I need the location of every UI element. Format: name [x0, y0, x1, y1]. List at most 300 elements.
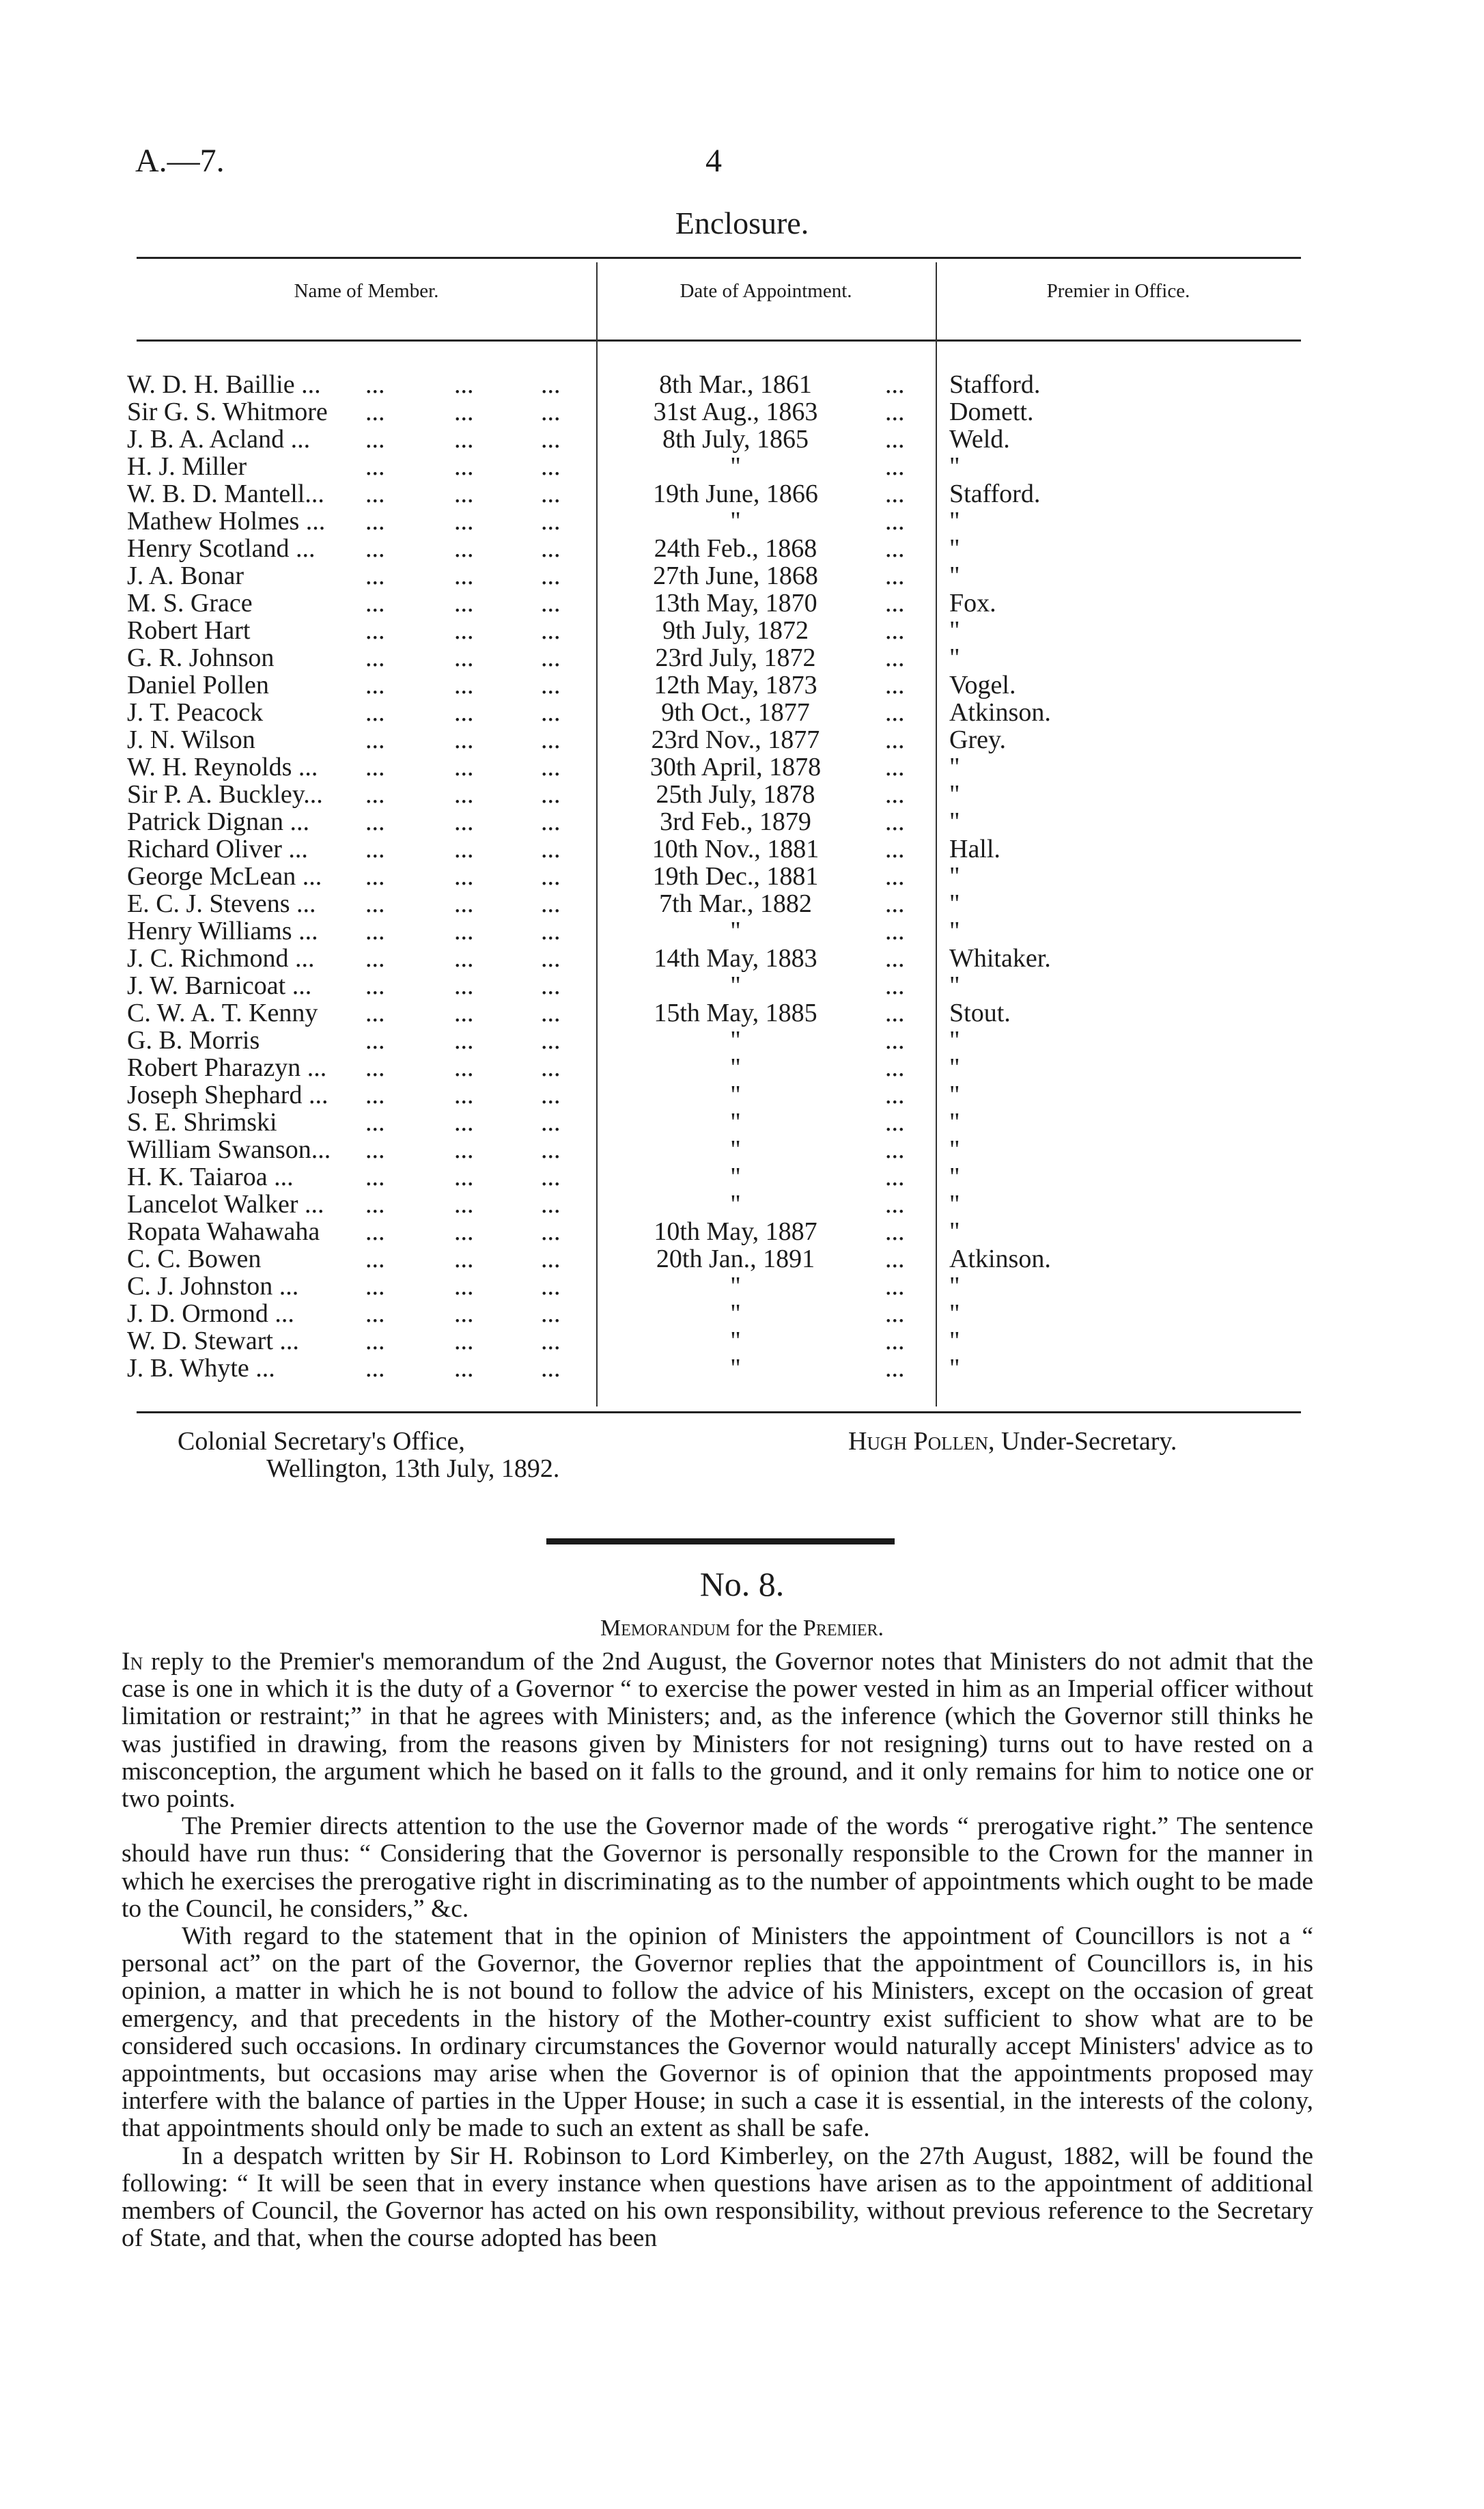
leader-dots: ...	[885, 944, 905, 973]
leader-dots: ...	[541, 1190, 561, 1219]
leader-dots: ...	[454, 507, 474, 536]
premier-in-office: "	[949, 562, 960, 590]
appointment-date: 23rd Nov., 1877	[651, 725, 820, 754]
column-header-name: Name of Member.	[294, 280, 439, 302]
leader-dots: ...	[454, 616, 474, 645]
appointment-date: "	[730, 1108, 741, 1137]
leader-dots: ...	[541, 562, 561, 590]
memo-paragraph-2: The Premier directs attention to the use the Governor made of the words “ prerogative right.” The sentence should have run thus: “ Considering that the Governor is personally responsible to the Crown for the manner in which he exercises the prerogative right in discriminating as to the number of appointments which ought to be made to the Council, he considers,” &c.	[122, 1812, 1313, 1923]
appointment-date: 9th Oct., 1877	[661, 698, 810, 727]
table-row	[0, 644, 1484, 671]
appointment-date: 19th June, 1866	[653, 480, 818, 508]
leader-dots: ...	[541, 616, 561, 645]
leader-dots: ...	[365, 643, 385, 672]
table-row	[0, 999, 1484, 1027]
appointment-date: 8th July, 1865	[662, 425, 809, 454]
leader-dots: ...	[885, 1272, 905, 1301]
leader-dots: ...	[541, 1108, 561, 1137]
leader-dots: ...	[541, 425, 561, 454]
paragraph-text: reply to the Premier's memorandum of the 2nd August, the Governor notes that Ministers do not admit that the case is one in which it is the duty of a Governor “ to exercise the power vested in him as an Imperial officer without limitation or restraint;” in that he agrees with Ministers; and, as the inference (which the Governor still thinks he was justified in drawing, from the reasons given by Ministers for not resigning) turns out to have rested on a misconception, the argument which he based on it falls to the ground, and it only remains for him to notice one or two points.	[122, 1648, 1313, 1814]
table-row	[0, 781, 1484, 808]
table-row	[0, 917, 1484, 945]
leader-dots: ...	[454, 671, 474, 699]
office-line-1: Colonial Secretary's Office,	[178, 1427, 465, 1456]
premier-in-office: "	[949, 1135, 960, 1164]
leader-dots: ...	[454, 1163, 474, 1191]
appointment-date: 9th July, 1872	[662, 616, 809, 645]
leader-dots: ...	[454, 425, 474, 454]
member-name: S. E. Shrimski	[127, 1108, 277, 1137]
leader-dots: ...	[885, 616, 905, 645]
leader-dots: ...	[454, 1135, 474, 1164]
leader-dots: ...	[541, 480, 561, 508]
memo-title-word: for the	[730, 1616, 803, 1641]
table-row	[0, 699, 1484, 726]
leader-dots: ...	[365, 480, 385, 508]
table-row	[0, 1300, 1484, 1327]
premier-in-office: Weld.	[949, 425, 1010, 454]
leader-dots: ...	[365, 1354, 385, 1383]
leader-dots: ...	[454, 1327, 474, 1355]
premier-in-office: "	[949, 616, 960, 645]
member-name: William Swanson...	[127, 1135, 331, 1164]
member-name: C. J. Johnston ...	[127, 1272, 299, 1301]
appointment-date: "	[730, 1026, 741, 1055]
table-row	[0, 1054, 1484, 1081]
leader-dots: ...	[541, 725, 561, 754]
member-name: W. D. Stewart ...	[127, 1327, 299, 1355]
leader-dots: ...	[541, 1026, 561, 1055]
premier-in-office: Stout.	[949, 999, 1011, 1027]
page-number: 4	[705, 143, 722, 179]
leader-dots: ...	[365, 425, 385, 454]
column-header-date: Date of Appointment.	[680, 280, 852, 302]
premier-in-office: Domett.	[949, 398, 1034, 426]
member-name: J. N. Wilson	[127, 725, 255, 754]
member-name: G. B. Morris	[127, 1026, 260, 1055]
appointment-date: "	[730, 1272, 741, 1301]
leader-dots: ...	[365, 1026, 385, 1055]
member-name: H. K. Taiaroa ...	[127, 1163, 294, 1191]
leader-dots: ...	[541, 1245, 561, 1273]
premier-in-office: Whitaker.	[949, 944, 1051, 973]
leader-dots: ...	[885, 452, 905, 481]
appointment-date: "	[730, 1354, 741, 1383]
leader-dots: ...	[541, 807, 561, 836]
appointment-date: "	[730, 507, 741, 536]
leader-dots: ...	[541, 753, 561, 781]
table-row	[0, 890, 1484, 917]
leader-dots: ...	[454, 698, 474, 727]
memo-paragraph-1	[122, 1648, 1313, 1813]
leader-dots: ...	[541, 1299, 561, 1328]
member-name: Henry Scotland ...	[127, 534, 316, 563]
leader-dots: ...	[365, 835, 385, 863]
leader-dots: ...	[885, 862, 905, 891]
premier-in-office: Grey.	[949, 725, 1006, 754]
paragraph-lead: In	[122, 1648, 143, 1676]
table-row	[0, 508, 1484, 535]
member-name: W. H. Reynolds ...	[127, 753, 318, 781]
signature-title: , Under-Secretary.	[988, 1427, 1177, 1456]
leader-dots: ...	[885, 534, 905, 563]
table-row	[0, 590, 1484, 617]
leader-dots: ...	[365, 534, 385, 563]
leader-dots: ...	[365, 398, 385, 426]
leader-dots: ...	[541, 971, 561, 1000]
appointment-date: "	[730, 917, 741, 945]
leader-dots: ...	[541, 835, 561, 863]
table-row	[0, 1081, 1484, 1109]
leader-dots: ...	[365, 452, 385, 481]
table-row	[0, 1163, 1484, 1191]
premier-in-office: Fox.	[949, 589, 996, 618]
member-name: C. W. A. T. Kenny	[127, 999, 318, 1027]
table-row	[0, 480, 1484, 508]
office-line-2: Wellington, 13th July, 1892.	[266, 1454, 560, 1483]
member-name: Sir G. S. Whitmore	[127, 398, 328, 426]
leader-dots: ...	[885, 589, 905, 618]
leader-dots: ...	[454, 780, 474, 809]
appointment-date: 13th May, 1870	[654, 589, 817, 618]
leader-dots: ...	[885, 671, 905, 699]
member-name: J. T. Peacock	[127, 698, 264, 727]
memo-title-word: Premier.	[802, 1616, 884, 1641]
member-name: Henry Williams ...	[127, 917, 318, 945]
leader-dots: ...	[454, 562, 474, 590]
member-name: Sir P. A. Buckley...	[127, 780, 323, 809]
appointment-date: 10th May, 1887	[654, 1217, 817, 1246]
premier-in-office: Atkinson.	[949, 1245, 1051, 1273]
memo-title-word: Memorandum	[600, 1616, 731, 1641]
leader-dots: ...	[365, 971, 385, 1000]
leader-dots: ...	[885, 1245, 905, 1273]
premier-in-office: Stafford.	[949, 480, 1041, 508]
table-row	[0, 1191, 1484, 1218]
member-name: J. B. Whyte ...	[127, 1354, 275, 1383]
leader-dots: ...	[454, 1354, 474, 1383]
memo-body	[122, 1648, 1313, 2252]
table-row	[0, 1245, 1484, 1273]
appointment-date: 24th Feb., 1868	[654, 534, 817, 563]
leader-dots: ...	[365, 1327, 385, 1355]
leader-dots: ...	[454, 725, 474, 754]
premier-in-office: Stafford.	[949, 370, 1041, 399]
leader-dots: ...	[454, 1190, 474, 1219]
leader-dots: ...	[454, 1217, 474, 1246]
premier-in-office: "	[949, 1299, 960, 1328]
leader-dots: ...	[365, 753, 385, 781]
appointment-date: "	[730, 1299, 741, 1328]
premier-in-office: "	[949, 1217, 960, 1246]
member-name: E. C. J. Stevens ...	[127, 889, 316, 918]
member-name: Daniel Pollen	[127, 671, 269, 699]
leader-dots: ...	[885, 917, 905, 945]
member-name: Ropata Wahawaha	[127, 1217, 320, 1246]
member-name: J. D. Ormond ...	[127, 1299, 294, 1328]
table-row	[0, 945, 1484, 972]
leader-dots: ...	[365, 1163, 385, 1191]
leader-dots: ...	[365, 862, 385, 891]
leader-dots: ...	[365, 1299, 385, 1328]
appointment-date: 20th Jan., 1891	[656, 1245, 815, 1273]
appointment-date: "	[730, 1135, 741, 1164]
premier-in-office: "	[949, 1272, 960, 1301]
leader-dots: ...	[885, 698, 905, 727]
leader-dots: ...	[365, 671, 385, 699]
appointment-date: 12th May, 1873	[654, 671, 817, 699]
member-table-body	[0, 371, 1484, 1382]
leader-dots: ...	[541, 1327, 561, 1355]
table-row	[0, 1136, 1484, 1163]
premier-in-office: "	[949, 889, 960, 918]
member-name: J. W. Barnicoat ...	[127, 971, 312, 1000]
table-top-rule	[137, 257, 1301, 259]
leader-dots: ...	[885, 507, 905, 536]
appointment-date: 14th May, 1883	[654, 944, 817, 973]
premier-in-office: "	[949, 807, 960, 836]
premier-in-office: "	[949, 1354, 960, 1383]
table-row	[0, 835, 1484, 863]
appointment-date: 25th July, 1878	[656, 780, 815, 809]
premier-in-office: "	[949, 507, 960, 536]
leader-dots: ...	[454, 889, 474, 918]
premier-in-office: Vogel.	[949, 671, 1016, 699]
leader-dots: ...	[365, 1135, 385, 1164]
premier-in-office: "	[949, 452, 960, 481]
premier-in-office: "	[949, 1081, 960, 1109]
table-row	[0, 863, 1484, 890]
appointment-date: 27th June, 1868	[653, 562, 818, 590]
signature-name: Hugh Pollen	[848, 1427, 989, 1456]
member-name: George McLean ...	[127, 862, 322, 891]
memo-title	[0, 1616, 1484, 1641]
member-name: J. C. Richmond ...	[127, 944, 315, 973]
appointment-date: 7th Mar., 1882	[659, 889, 812, 918]
leader-dots: ...	[885, 1190, 905, 1219]
appointment-date: "	[730, 1081, 741, 1109]
leader-dots: ...	[454, 643, 474, 672]
premier-in-office: "	[949, 1108, 960, 1137]
leader-dots: ...	[885, 1299, 905, 1328]
appointment-date: "	[730, 1053, 741, 1082]
page-reference: A.—7.	[135, 143, 225, 179]
leader-dots: ...	[541, 780, 561, 809]
appointment-date: "	[730, 971, 741, 1000]
premier-in-office: "	[949, 1026, 960, 1055]
appointment-date: 30th April, 1878	[649, 753, 822, 781]
signature	[848, 1426, 1177, 1456]
leader-dots: ...	[885, 780, 905, 809]
leader-dots: ...	[885, 1053, 905, 1082]
leader-dots: ...	[541, 1053, 561, 1082]
leader-dots: ...	[541, 917, 561, 945]
appointment-date: "	[730, 1327, 741, 1355]
premier-in-office: "	[949, 917, 960, 945]
table-row	[0, 1218, 1484, 1245]
leader-dots: ...	[541, 862, 561, 891]
table-row	[0, 371, 1484, 398]
appointment-date: "	[730, 452, 741, 481]
column-header-premier: Premier in Office.	[1046, 280, 1190, 302]
appointment-date: 10th Nov., 1881	[652, 835, 820, 863]
leader-dots: ...	[885, 1108, 905, 1137]
leader-dots: ...	[454, 944, 474, 973]
table-row	[0, 1327, 1484, 1355]
leader-dots: ...	[365, 780, 385, 809]
leader-dots: ...	[885, 1081, 905, 1109]
leader-dots: ...	[885, 1354, 905, 1383]
leader-dots: ...	[541, 398, 561, 426]
leader-dots: ...	[365, 725, 385, 754]
leader-dots: ...	[541, 698, 561, 727]
leader-dots: ...	[541, 1217, 561, 1246]
leader-dots: ...	[454, 999, 474, 1027]
leader-dots: ...	[454, 1299, 474, 1328]
premier-in-office: "	[949, 971, 960, 1000]
member-name: H. J. Miller	[127, 452, 247, 481]
table-row	[0, 808, 1484, 835]
member-name: Richard Oliver ...	[127, 835, 308, 863]
leader-dots: ...	[454, 370, 474, 399]
table-row	[0, 453, 1484, 480]
member-name: Robert Hart	[127, 616, 251, 645]
appointment-date: 31st Aug., 1863	[653, 398, 818, 426]
table-row	[0, 1027, 1484, 1054]
leader-dots: ...	[885, 562, 905, 590]
leader-dots: ...	[541, 889, 561, 918]
leader-dots: ...	[454, 452, 474, 481]
member-name: W. D. H. Baillie ...	[127, 370, 321, 399]
leader-dots: ...	[885, 425, 905, 454]
leader-dots: ...	[541, 671, 561, 699]
leader-dots: ...	[454, 534, 474, 563]
leader-dots: ...	[454, 753, 474, 781]
leader-dots: ...	[454, 917, 474, 945]
leader-dots: ...	[454, 398, 474, 426]
premier-in-office: "	[949, 1163, 960, 1191]
leader-dots: ...	[365, 507, 385, 536]
table-header-rule	[137, 339, 1301, 342]
leader-dots: ...	[541, 643, 561, 672]
leader-dots: ...	[365, 589, 385, 618]
leader-dots: ...	[885, 1135, 905, 1164]
leader-dots: ...	[885, 1327, 905, 1355]
memo-paragraph-4: In a despatch written by Sir H. Robinson to Lord Kimberley, on the 27th August, 1882, will be found the following: “ It will be seen that in every instance when questions have arisen as to the appointment of additional members of Council, the Governor has acted on his own responsibility, without previous reference to the Secretary of State, and that, when the course adopted has been	[122, 2141, 1313, 2253]
premier-in-office: "	[949, 1190, 960, 1219]
leader-dots: ...	[885, 889, 905, 918]
leader-dots: ...	[454, 589, 474, 618]
member-name: J. B. A. Acland ...	[127, 425, 311, 454]
appointment-date: "	[730, 1190, 741, 1219]
leader-dots: ...	[365, 889, 385, 918]
document-number: No. 8.	[699, 1565, 785, 1603]
premier-in-office: "	[949, 643, 960, 672]
premier-in-office: "	[949, 780, 960, 809]
appointment-date: 15th May, 1885	[654, 999, 817, 1027]
leader-dots: ...	[541, 1081, 561, 1109]
member-name: G. R. Johnson	[127, 643, 275, 672]
leader-dots: ...	[885, 643, 905, 672]
leader-dots: ...	[454, 480, 474, 508]
leader-dots: ...	[365, 1245, 385, 1273]
leader-dots: ...	[541, 507, 561, 536]
leader-dots: ...	[454, 862, 474, 891]
leader-dots: ...	[541, 370, 561, 399]
leader-dots: ...	[365, 1053, 385, 1082]
table-row	[0, 726, 1484, 753]
leader-dots: ...	[365, 562, 385, 590]
premier-in-office: "	[949, 753, 960, 781]
leader-dots: ...	[541, 1163, 561, 1191]
member-name: W. B. D. Mantell...	[127, 480, 324, 508]
memo-paragraph-3: With regard to the statement that in the opinion of Ministers the appointment of Councillors is not a “ personal act” on the part of the Governor, the Governor replies that the appointment of Councillors is, in his opinion, a matter in which he is not bound to follow the advice of his Ministers, except on the occasion of great emergency, and that precedents in the history of the Mother-country exist sufficient to show what are to be considered such occasions. In ordinary circumstances the Governor would naturally accept Ministers' advice as to appointments, but occasions may arise when the Governor is of opinion that the appointments proposed may interfere with the balance of parties in the Upper House; in such a case it is essential, in the interests of the colony, that appointments should only be made to such an extent as shall be safe.	[122, 1922, 1313, 2143]
leader-dots: ...	[885, 999, 905, 1027]
table-row	[0, 972, 1484, 999]
table-row	[0, 1273, 1484, 1300]
leader-dots: ...	[454, 835, 474, 863]
leader-dots: ...	[541, 534, 561, 563]
member-name: C. C. Bowen	[127, 1245, 262, 1273]
member-name: M. S. Grace	[127, 589, 253, 618]
leader-dots: ...	[885, 398, 905, 426]
table-row	[0, 753, 1484, 781]
leader-dots: ...	[365, 1108, 385, 1137]
appointment-date: 23rd July, 1872	[655, 643, 816, 672]
leader-dots: ...	[885, 753, 905, 781]
leader-dots: ...	[454, 1245, 474, 1273]
leader-dots: ...	[541, 1135, 561, 1164]
leader-dots: ...	[365, 1190, 385, 1219]
member-name: J. A. Bonar	[127, 562, 244, 590]
member-name: Mathew Holmes ...	[127, 507, 326, 536]
premier-in-office: "	[949, 534, 960, 563]
leader-dots: ...	[454, 1026, 474, 1055]
leader-dots: ...	[454, 1081, 474, 1109]
leader-dots: ...	[454, 1272, 474, 1301]
leader-dots: ...	[541, 452, 561, 481]
leader-dots: ...	[454, 971, 474, 1000]
premier-in-office: Atkinson.	[949, 698, 1051, 727]
leader-dots: ...	[365, 1272, 385, 1301]
section-divider	[546, 1538, 895, 1544]
table-row	[0, 1355, 1484, 1382]
leader-dots: ...	[365, 616, 385, 645]
leader-dots: ...	[885, 971, 905, 1000]
member-name: Patrick Dignan ...	[127, 807, 310, 836]
table-bottom-rule	[137, 1411, 1301, 1413]
appointment-date: "	[730, 1163, 741, 1191]
leader-dots: ...	[885, 725, 905, 754]
member-name: Joseph Shephard ...	[127, 1081, 328, 1109]
enclosure-title: Enclosure.	[675, 206, 809, 240]
leader-dots: ...	[885, 370, 905, 399]
leader-dots: ...	[454, 1108, 474, 1137]
premier-in-office: "	[949, 1053, 960, 1082]
leader-dots: ...	[885, 1026, 905, 1055]
leader-dots: ...	[885, 807, 905, 836]
leader-dots: ...	[365, 944, 385, 973]
table-row	[0, 426, 1484, 453]
table-row	[0, 535, 1484, 562]
leader-dots: ...	[365, 698, 385, 727]
member-name: Robert Pharazyn ...	[127, 1053, 327, 1082]
leader-dots: ...	[885, 1217, 905, 1246]
appointment-date: 3rd Feb., 1879	[660, 807, 811, 836]
table-row	[0, 1109, 1484, 1136]
leader-dots: ...	[365, 999, 385, 1027]
table-row	[0, 617, 1484, 644]
